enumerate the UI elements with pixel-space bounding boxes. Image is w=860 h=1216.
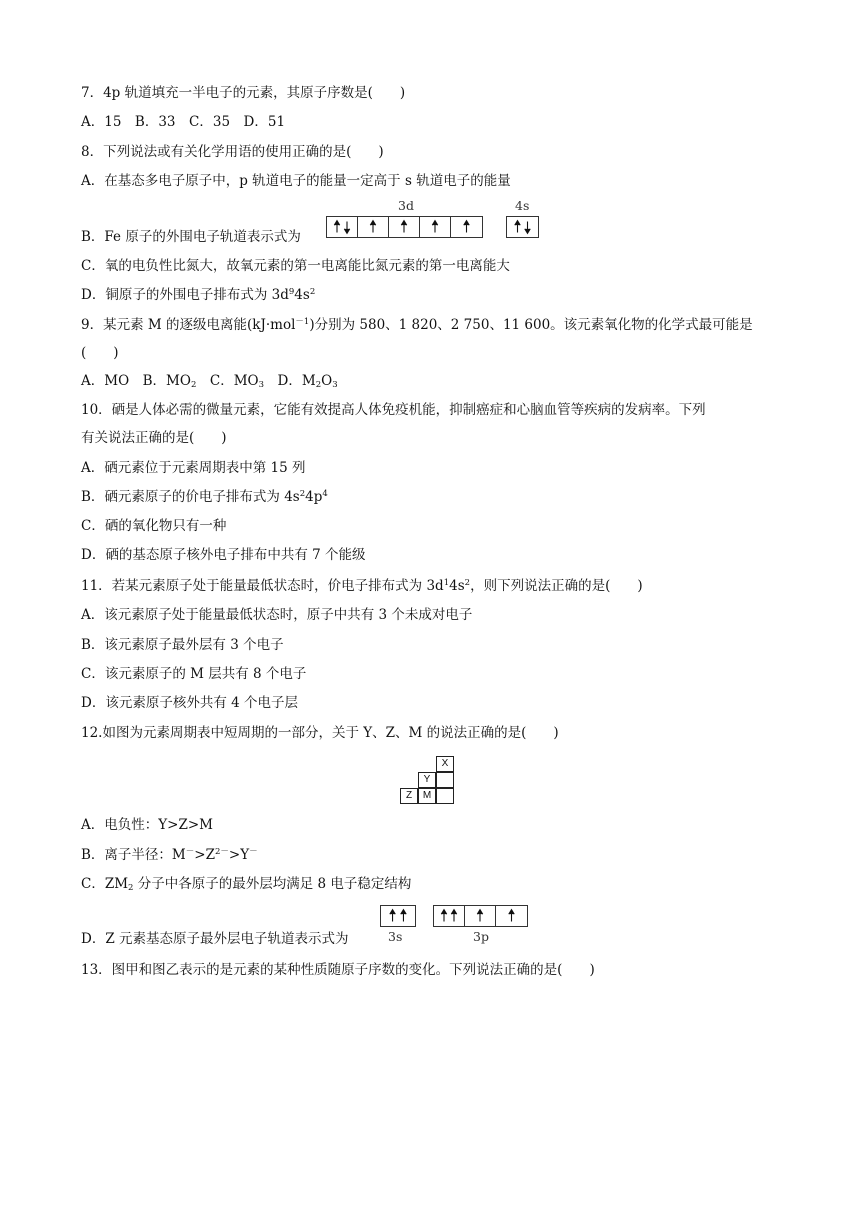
q11-option-b: B．该元素原子最外层有 3 个电子	[81, 637, 284, 653]
z-orbital-diagram	[380, 905, 530, 947]
pt-cell-z: Z	[400, 788, 418, 804]
q12-option-a: A．电负性：Y>Z>M	[81, 817, 213, 833]
q11-stem: 11．若某元素原子处于能量最低状态时，价电子排布式为 $3d^14s^2$，则下列说法正确的是( )	[81, 578, 643, 594]
orbital-label-3s: 3s	[388, 929, 403, 944]
q12-option-b: B．离子半径：$M^->Z^{2-}>Y^-$	[81, 847, 258, 863]
q10-stem: 10．硒是人体必需的微量元素，它能有效提高人体免疫机能，抑制癌症和心脑血管等疾病的发病率。下列	[81, 402, 706, 418]
q11-option-d: D．该元素原子核外共有 4 个电子层	[81, 695, 298, 711]
q9-stem: 9．某元素 M 的逐级电离能(kJ·mol$^{-1}$)分别为 580、1 820、2 750、11 600。该元素氧化物的化学式最可能是	[81, 317, 753, 333]
q7-stem: 7．4p 轨道填充一半电子的元素，其原子序数是( )	[81, 85, 406, 101]
q12-option-d: D．Z 元素基态原子最外层电子轨道表示式为	[81, 931, 349, 947]
q8-stem: 8．下列说法或有关化学用语的使用正确的是( )	[81, 144, 384, 160]
q9-options: A．MO B．$MO_2$ C．$MO_3$ D．$M_2O_3$	[81, 373, 338, 390]
q10-stem-line2: 有关说法正确的是( )	[81, 430, 227, 446]
orbital-box-3d	[326, 216, 483, 238]
orbital-cell-up	[496, 906, 527, 926]
q10-option-d: D．硒的基态原子核外电子排布中共有 7 个能级	[81, 547, 366, 563]
q10-option-a: A．硒元素位于元素周期表中第 15 列	[81, 460, 306, 476]
q8-option-d: D．铜原子的外围电子排布式为 $3d^94s^2$	[81, 287, 316, 303]
orbital-cell-up	[358, 217, 389, 237]
orbital-box-3p	[433, 905, 528, 927]
periodic-table-fragment	[400, 756, 454, 804]
q10-option-c: C．硒的氧化物只有一种	[81, 518, 227, 534]
pt-cell-m: M	[418, 788, 436, 804]
pt-cell-empty	[436, 788, 454, 804]
orbital-cell-up	[389, 217, 420, 237]
fe-orbital-diagram	[326, 198, 541, 242]
orbital-box-3s	[380, 905, 416, 927]
orbital-cell-up	[465, 906, 496, 926]
orbital-cell-paired	[327, 217, 358, 237]
orbital-label-3p: 3p	[473, 929, 489, 944]
pt-cell-x: X	[436, 756, 454, 772]
q8-option-b: B．Fe 原子的外围电子轨道表示式为	[81, 229, 301, 245]
orbital-label-4s: 4s	[515, 198, 530, 213]
pt-cell-empty	[436, 772, 454, 788]
q8-option-c: C．氧的电负性比氮大，故氧元素的第一电离能比氮元素的第一电离能大	[81, 258, 510, 274]
orbital-cell-paired	[381, 906, 415, 926]
q10-option-b: B．硒元素原子的价电子排布式为 $4s^24p^4$	[81, 489, 328, 505]
orbital-cell-up	[451, 217, 482, 237]
pt-cell-y: Y	[418, 772, 436, 788]
q9-stem-line2: ( )	[81, 345, 119, 361]
orbital-cell-paired	[434, 906, 465, 926]
q8-option-a: A．在基态多电子原子中，p 轨道电子的能量一定高于 s 轨道电子的能量	[81, 173, 511, 189]
orbital-label-3d: 3d	[398, 198, 414, 213]
q7-options: A．15 B．33 C．35 D．51	[81, 114, 286, 130]
q11-option-c: C．该元素原子的 M 层共有 8 个电子	[81, 666, 307, 682]
q12-option-c: C．$ZM_2$ 分子中各原子的最外层均满足 8 电子稳定结构	[81, 876, 412, 893]
orbital-cell-up	[420, 217, 451, 237]
orbital-box-4s	[506, 216, 539, 238]
q11-option-a: A．该元素原子处于能量最低状态时，原子中共有 3 个未成对电子	[81, 607, 473, 623]
orbital-cell-paired	[507, 217, 538, 237]
q12-stem: 12.如图为元素周期表中短周期的一部分，关于 Y、Z、M 的说法正确的是( )	[81, 725, 559, 741]
q13-stem: 13．图甲和图乙表示的是元素的某种性质随原子序数的变化。下列说法正确的是( )	[81, 962, 595, 978]
